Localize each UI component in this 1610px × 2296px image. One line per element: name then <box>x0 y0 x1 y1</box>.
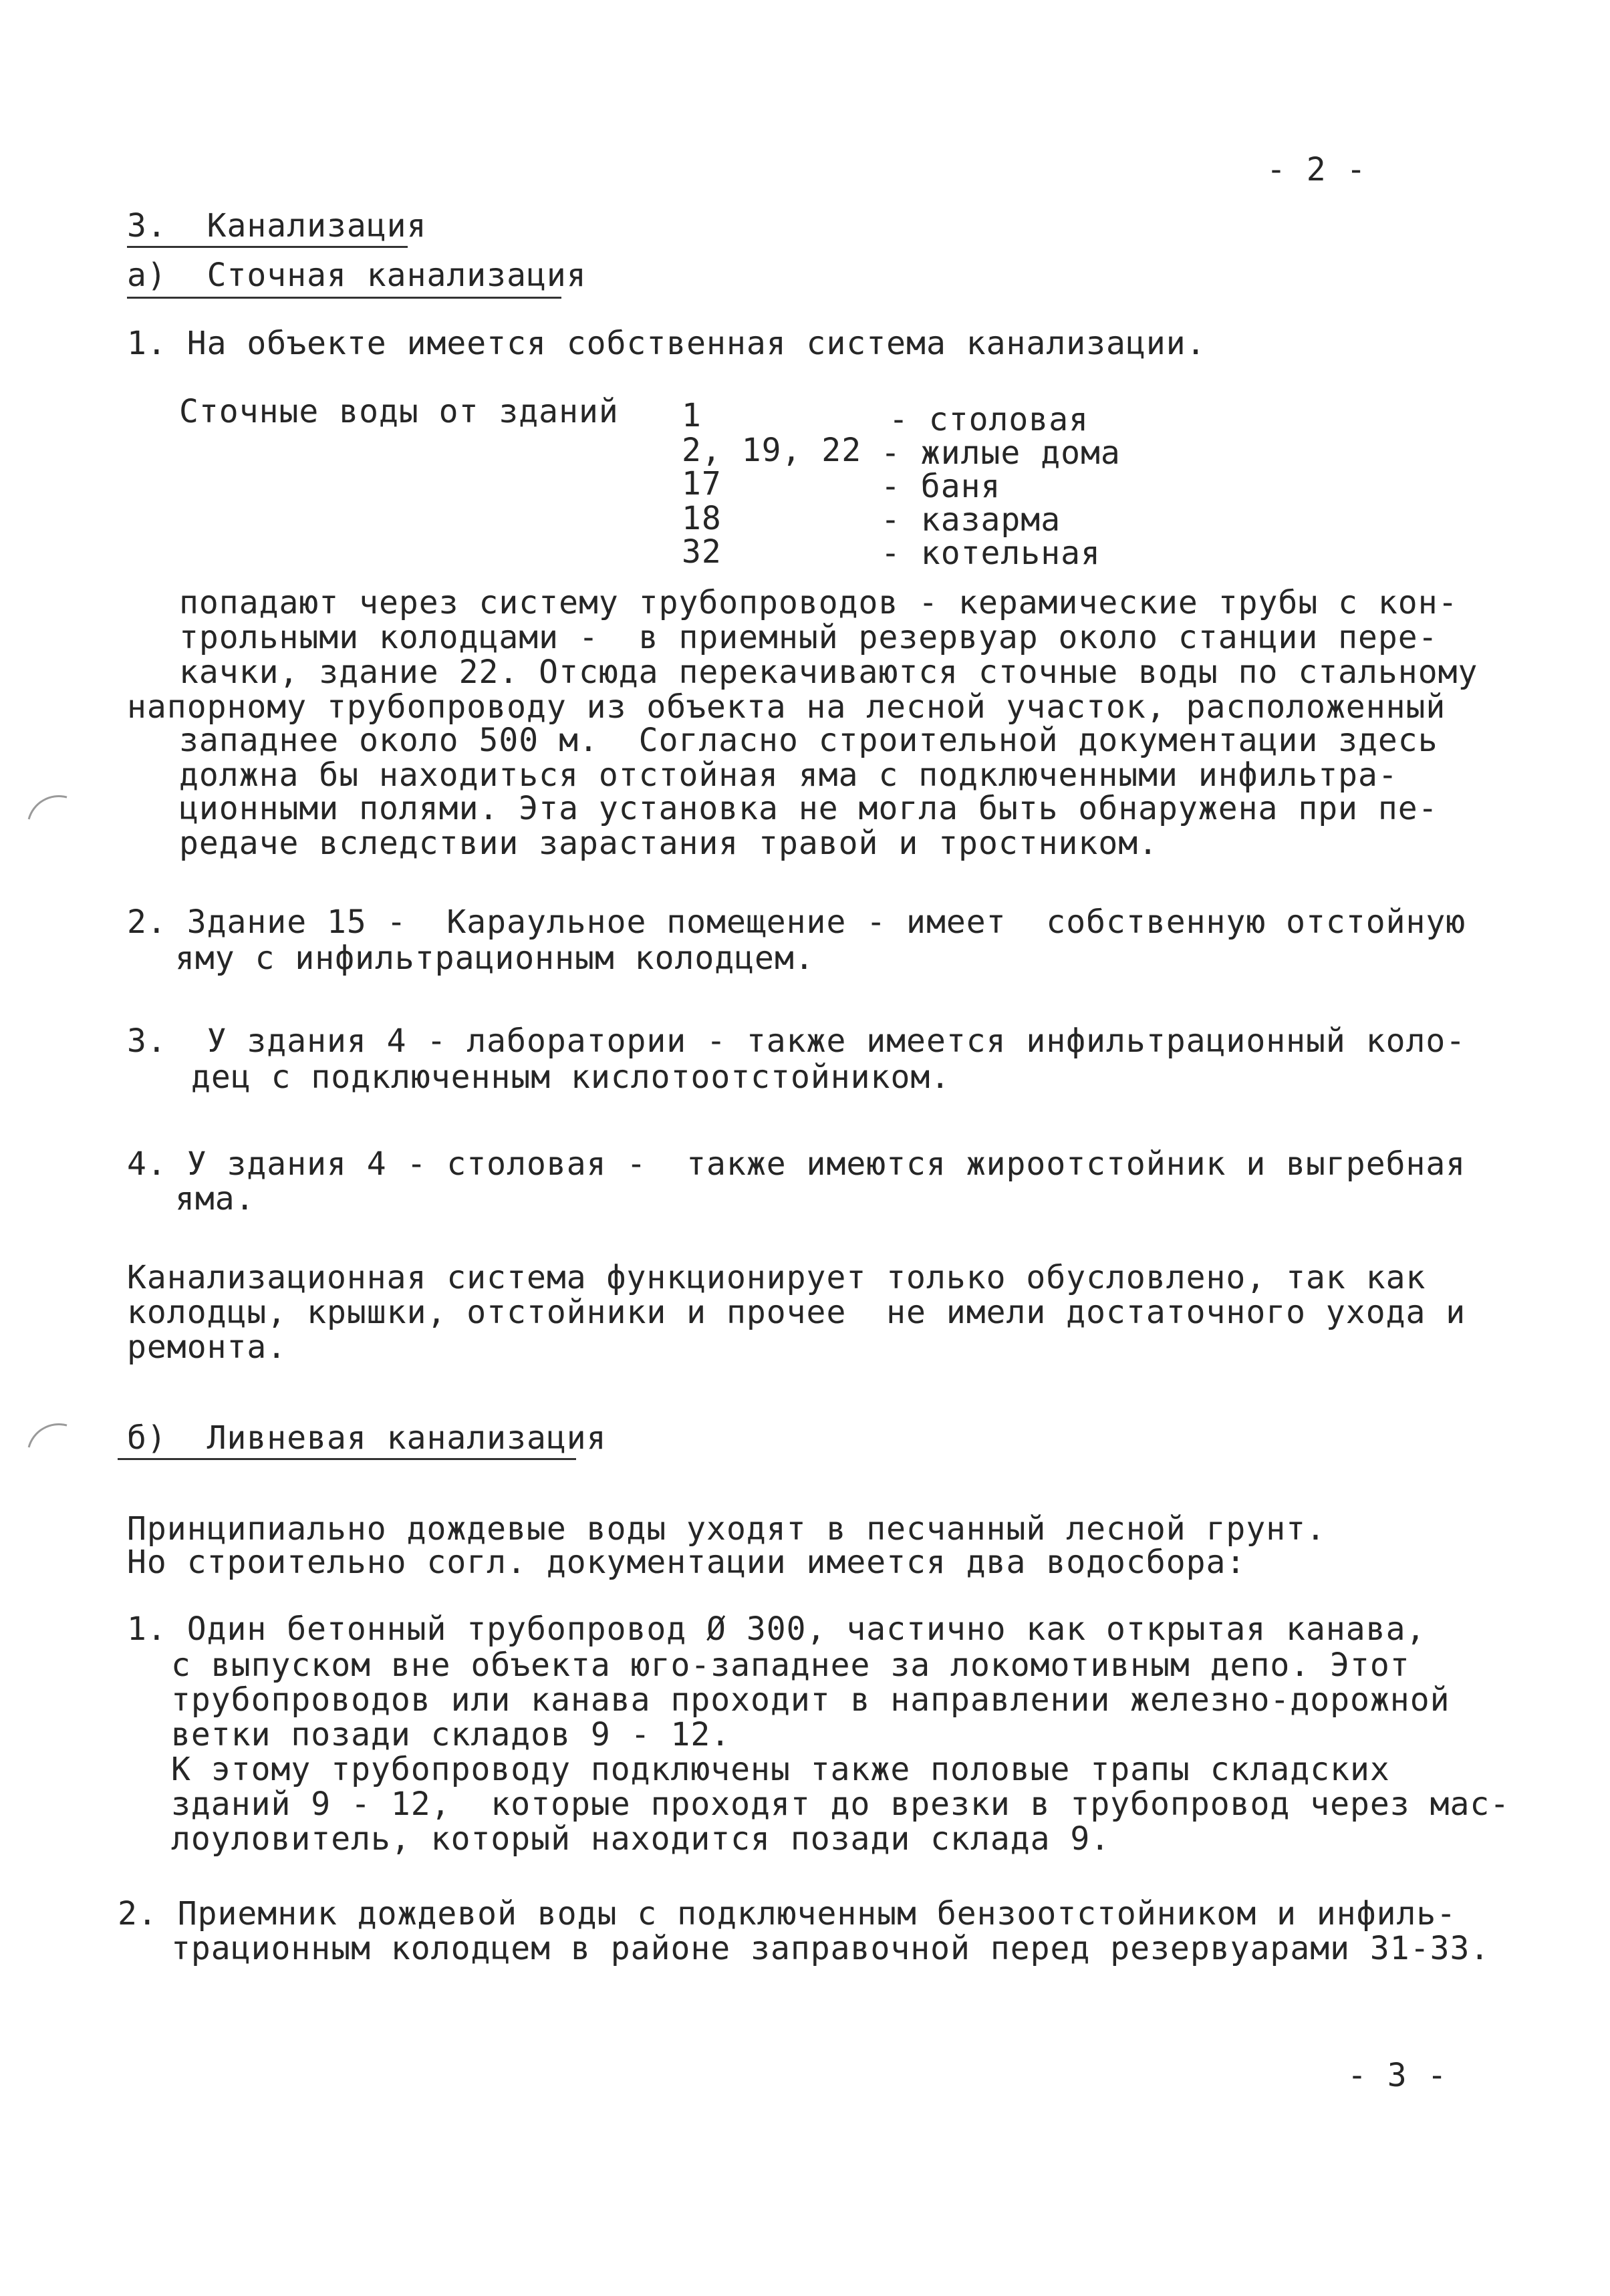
summary-line: Канализационная система функционирует только обусловлено, так как <box>127 1259 1426 1296</box>
b-item-2-line: 2. Приемник дождевой воды с подключенным бензоотстойником и инфиль- <box>118 1895 1457 1932</box>
building-name: - казарма <box>881 501 1061 539</box>
item-4-line: яма. <box>175 1180 255 1217</box>
paragraph-line: попадают через систему трубопроводов - керамические трубы с кон- <box>179 584 1458 621</box>
b-item-1-line: ветки позади складов 9 - 12. <box>171 1716 731 1753</box>
b-item-1-line: трубопроводов или канава проходит в направлении железно-дорожной <box>171 1681 1450 1719</box>
sources-label: Сточные воды от зданий <box>179 393 619 430</box>
building-num: 18 <box>682 500 722 537</box>
paragraph-line: редаче вследствии зарастания травой и тростником. <box>179 825 1159 862</box>
b-item-1-line: К этому трубопроводу подключены также половые трапы складских <box>171 1751 1390 1788</box>
b-item-1-line: с выпуском вне объекта юго-западнее за локомотивным депо. Этот <box>171 1646 1410 1684</box>
b-item-1-line: зданий 9 - 12, которые проходят до врезки в трубопровод через мас- <box>171 1785 1510 1823</box>
item-3-line: дец с подключенным кислотоотстойником. <box>191 1058 951 1096</box>
building-num: 17 <box>682 465 722 503</box>
building-name: - котельная <box>881 535 1101 572</box>
paragraph-line: ционными полями. Эта установка не могла быть обнаружена при пе- <box>179 790 1438 827</box>
paragraph-line: западнее около 500 м. Согласно строительной документации здесь <box>179 722 1438 759</box>
punch-hole-mark <box>15 1411 102 1499</box>
subsection-a-title: а) Сточная канализация <box>127 257 587 294</box>
subsection-a-underline <box>127 297 561 299</box>
paragraph-line: качки, здание 22. Отсюда перекачиваются сточные воды по стальному <box>179 654 1478 691</box>
building-name: - баня <box>881 468 1001 505</box>
intro-b-line: Но строительно согл. документации имеется два водосбора: <box>127 1544 1246 1581</box>
building-name: - жилые дома <box>881 434 1121 472</box>
summary-line: колодцы, крышки, отстойники и прочее не имели достаточного ухода и <box>127 1294 1466 1331</box>
building-name: - столовая <box>889 401 1089 438</box>
punch-hole-mark <box>15 783 102 871</box>
subsection-b-title: б) Ливневая канализация <box>127 1419 607 1457</box>
page-number-bottom: - 3 - <box>1347 2057 1448 2094</box>
item-2-line: 2. Здание 15 - Караульное помещение - имеет собственную отстойную <box>127 903 1466 941</box>
subsection-b-underline <box>118 1458 576 1460</box>
paragraph-line: напорному трубопроводу из объекта на лесной участок, расположенный <box>127 688 1446 726</box>
intro-b-line: Принципиально дождевые воды уходят в песчанный лесной грунт. <box>127 1510 1326 1548</box>
b-item-1-line: лоуловитель, который находится позади склада 9. <box>171 1820 1111 1858</box>
summary-line: ремонта. <box>127 1328 287 1366</box>
item-3-line: 3. У здания 4 - лаборатории - также имеется инфильтрационный коло- <box>127 1022 1466 1060</box>
section-title-underline <box>127 246 408 248</box>
item-1: 1. На объекте имеется собственная система канализации. <box>127 325 1206 362</box>
building-num: 2, 19, 22 <box>682 432 862 469</box>
item-4-line: 4. У здания 4 - столовая - также имеются жироотстойник и выгребная <box>127 1145 1466 1183</box>
paragraph-line: трольными колодцами - в приемный резервуар около станции пере- <box>179 619 1438 656</box>
b-item-1-line: 1. Один бетонный трубопровод Ø 300, частично как открытая канава, <box>127 1610 1426 1648</box>
item-2-line: яму с инфильтрационным колодцем. <box>175 940 815 977</box>
paragraph-line: должна бы находиться отстойная яма с подключенными инфильтра- <box>179 756 1398 794</box>
building-num: 32 <box>682 533 722 571</box>
section-title: 3. Канализация <box>127 207 427 245</box>
page-number-top: - 2 - <box>1266 151 1367 188</box>
b-item-2-line: трационным колодцем в районе заправочной перед резервуарами 31-33. <box>171 1930 1490 1967</box>
building-num: 1 <box>682 397 702 434</box>
